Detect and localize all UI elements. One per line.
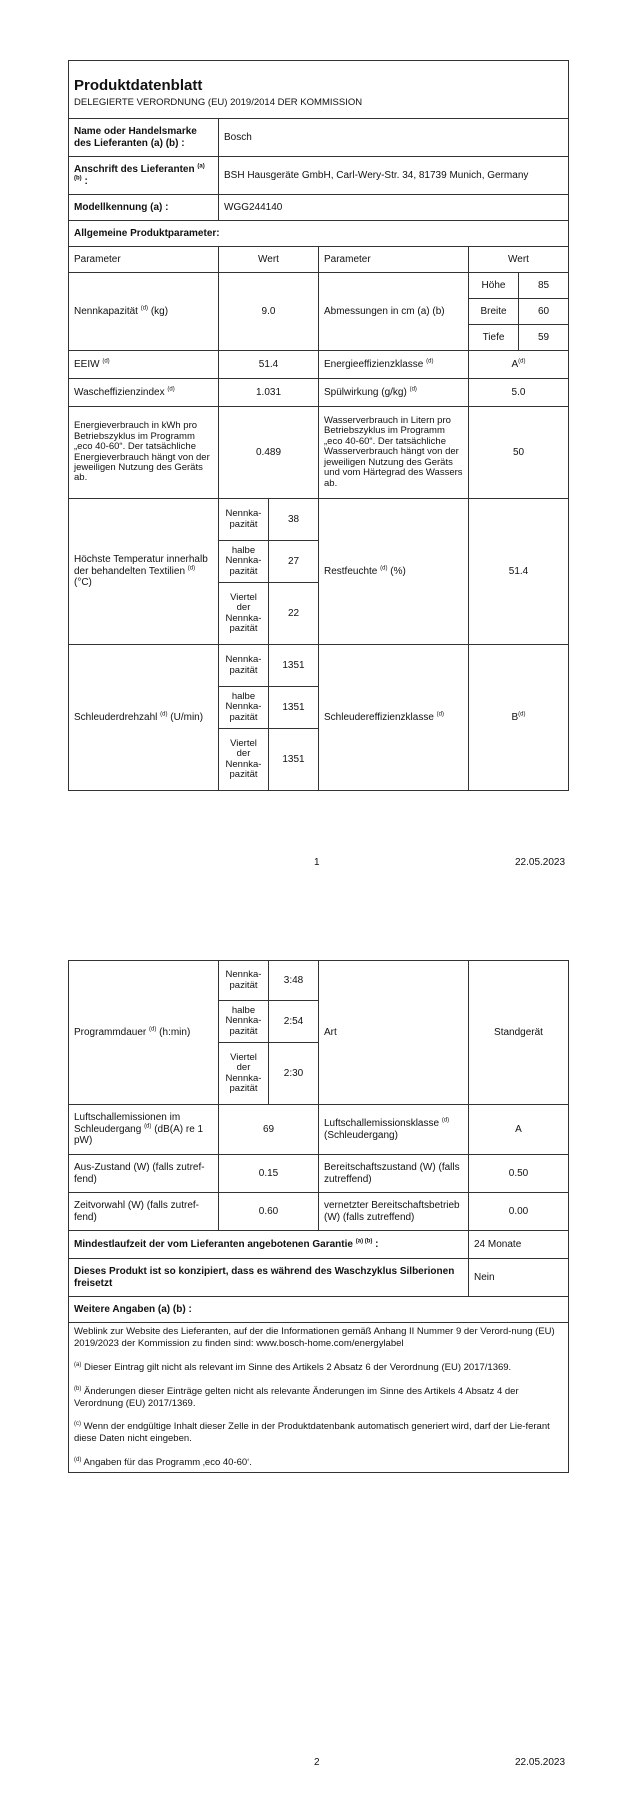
wash-index-label: Wascheffizienzindex — [74, 386, 165, 398]
temperature-label: Höchste Temperatur innerhalb der behandelten Textilien — [74, 554, 208, 577]
noise-class-mode: (Schleudergang) — [324, 1129, 398, 1141]
wash-index-sup: (d) — [167, 386, 175, 393]
standby-label: Bereitschaftszustand (W) (falls zutreffend) — [319, 1155, 469, 1193]
network-standby-label: vernetzter Bereitschaftsbetrieb (W) (falls zutreffend) — [319, 1193, 469, 1231]
energy-class-label: Energieeffizienzklasse — [324, 358, 424, 370]
type-value: Standgerät — [469, 961, 569, 1105]
product-data-sheet-table — [68, 60, 569, 791]
noise-class-value: A — [469, 1105, 569, 1155]
noise-class-sup: (d) — [441, 1117, 450, 1124]
product-data-sheet-table-continued — [68, 960, 569, 1473]
duration-label-cell — [69, 961, 219, 1105]
temperature-unit: (°C) — [74, 577, 92, 589]
footnote-b-sup: (b) — [74, 1385, 82, 1392]
header-parameter-left: Parameter — [69, 247, 219, 273]
spin-sup: (d) — [160, 711, 168, 718]
energy-class-label-cell — [319, 351, 469, 379]
noise-class-label-cell — [319, 1105, 469, 1155]
duration-quarter-value: 2:30 — [269, 1043, 319, 1105]
dimensions-label: Abmessungen in cm (a) (b) — [319, 273, 469, 351]
energy-class-sup: (d) — [426, 358, 434, 365]
spin-full-value: 1351 — [269, 645, 319, 687]
capacity-label-cell — [69, 273, 219, 351]
spin-unit: (U/min) — [170, 711, 204, 723]
rinse-sup: (d) — [409, 386, 417, 393]
delay-start-value: 0.60 — [219, 1193, 319, 1231]
off-mode-label: Aus-Zustand (W) (falls zutref-fend) — [69, 1155, 219, 1193]
warranty-label-cell: Mindestlaufzeit der vom Lieferanten angebotenen Garantie $^{(a) (b)}$ : — [69, 1231, 469, 1259]
temp-load-full-label: Nennka-pazität — [219, 499, 269, 541]
spin-label: Schleuderdrehzahl — [74, 711, 158, 723]
rinse-value: 5.0 — [469, 379, 569, 407]
footnote-d-text: Angaben für das Programm ‚eco 40-60‘. — [83, 1457, 252, 1469]
standby-value: 0.50 — [469, 1155, 569, 1193]
noise-label-cell — [69, 1105, 219, 1155]
header-wert-left: Wert — [219, 247, 319, 273]
type-label: Art — [319, 961, 469, 1105]
footnote-a-sup: (a) — [74, 1361, 82, 1368]
moisture-label: Restfeuchte — [324, 565, 378, 577]
document-title: Produktdatenblatt — [74, 76, 203, 94]
energy-class-value-sup: (d) — [518, 358, 526, 365]
duration-load-quarter-label: Viertel der Nennka-pazität — [219, 1043, 269, 1105]
spin-load-quarter-label: Viertel der Nennka-pazität — [219, 729, 269, 791]
temp-load-quarter-label: Viertel der Nennka-pazität — [219, 583, 269, 645]
regulation-subtitle: DELEGIERTE VERORDNUNG (EU) 2019/2014 DER KOMMISSION — [74, 97, 363, 109]
temp-quarter-value: 22 — [269, 583, 319, 645]
energy-consumption-label: Energieverbrauch in kWh pro Betriebszyklus im Programm „eco 40-60“. Der tatsächliche Energieverbrauch hängt von der jeweiligen Nutzung des Geräts ab. — [69, 407, 219, 499]
duration-unit: (h:min) — [159, 1026, 191, 1038]
footnote-d — [74, 1457, 563, 1469]
eeiw-label-cell — [69, 351, 219, 379]
water-consumption-value: 50 — [469, 407, 569, 499]
eeiw-label: EEIW — [74, 358, 100, 370]
silver-ions-label: Dieses Produkt ist so konzipiert, dass es während des Waschzyklus Silberionen freisetzt — [69, 1259, 469, 1297]
moisture-value: 51.4 — [469, 499, 569, 645]
eeiw-sup: (d) — [102, 358, 110, 365]
header-parameter-right: Parameter — [319, 247, 469, 273]
energy-class-value: A — [511, 358, 519, 370]
temp-full-value: 38 — [269, 499, 319, 541]
page-date: 22.05.2023 — [515, 1757, 566, 1768]
warranty-sup: (a) (b) — [355, 1238, 373, 1245]
off-mode-value: 0.15 — [219, 1155, 319, 1193]
energy-consumption-value: 0.489 — [219, 407, 319, 499]
supplier-address-value: BSH Hausgeräte GmbH, Carl-Wery-Str. 34, 81739 Munich, Germany — [219, 157, 569, 195]
wash-index-value: 1.031 — [219, 379, 319, 407]
rinse-label: Spülwirkung (g/kg) — [324, 386, 407, 398]
weblink-text: Weblink zur Website des Lieferanten, auf der die Informationen gemäß Anhang II Nummer 9 der Verord-nung (EU) 2019/2023 der Kommission zu finden sind: www.bosch-home.com/energylabel — [74, 1326, 555, 1349]
footnote-c-sup: (c) — [74, 1421, 81, 1428]
page-number: 1 — [314, 857, 320, 868]
model-value: WGG244140 — [219, 195, 569, 221]
duration-sup: (d) — [149, 1026, 157, 1033]
eeiw-value: 51.4 — [219, 351, 319, 379]
page-date: 22.05.2023 — [515, 857, 566, 868]
wash-index-label-cell — [69, 379, 219, 407]
footnote-b — [74, 1386, 563, 1410]
notes-cell — [69, 1323, 569, 1473]
width-label: Breite — [469, 299, 519, 325]
temperature-label-cell — [69, 499, 219, 645]
energy-class-value-cell — [469, 351, 569, 379]
duration-load-half-label: halbe Nennka-pazität — [219, 1001, 269, 1043]
duration-half-value: 2:54 — [269, 1001, 319, 1043]
noise-unit: (dB(A) re 1 pW) — [74, 1123, 204, 1147]
moisture-sup: (d) — [380, 565, 388, 572]
header-wert-right: Wert — [469, 247, 569, 273]
general-params-label: Allgemeine Produktparameter: — [69, 221, 569, 247]
capacity-value: 9.0 — [219, 273, 319, 351]
temperature-sup: (d) — [187, 565, 196, 572]
capacity-label: Nennkapazität — [74, 305, 138, 317]
depth-value: 59 — [519, 325, 569, 351]
spin-quarter-value: 1351 — [269, 729, 319, 791]
supplier-name-label: Name oder Handelsmarke des Lieferanten (a) (b) : — [69, 119, 219, 157]
footnote-d-sup: (d) — [74, 1456, 82, 1463]
warranty-label: Mindestlaufzeit der vom Lieferanten angebotenen Garantie — [74, 1238, 353, 1250]
capacity-unit: (kg) — [150, 305, 169, 317]
height-label: Höhe — [469, 273, 519, 299]
duration-full-value: 3:48 — [269, 961, 319, 1001]
spin-class-value-sup: (d) — [518, 711, 526, 718]
spin-load-full-label: Nennka-pazität — [219, 645, 269, 687]
moisture-label-cell — [319, 499, 469, 645]
footnote-b-text: Änderungen dieser Einträge gelten nicht als relevante Änderungen im Sinne des Artikels 4 Absatz 4 der Verordnung (EU) 2017/1369. — [74, 1385, 519, 1409]
noise-sup: (d) — [144, 1123, 152, 1130]
spin-class-label: Schleudereffizienzklasse — [324, 711, 434, 723]
page-2 — [0, 900, 636, 1800]
footnote-c-text: Wenn der endgültige Inhalt dieser Zelle in der Produktdatenbank automatisch generiert wird, darf der Lie-ferant diese Daten nicht eingeben. — [74, 1421, 550, 1445]
spin-load-half-label: halbe Nennka-pazität — [219, 687, 269, 729]
depth-label: Tiefe — [469, 325, 519, 351]
noise-value: 69 — [219, 1105, 319, 1155]
water-consumption-label: Wasserverbrauch in Litern pro Betriebszyklus im Programm „eco 40-60“. Der tatsächliche Wasserverbrauch hängt von der jeweiligen Nutzung des Geräts und vom Härtegrad des Wassers ab. — [319, 407, 469, 499]
rinse-label-cell — [319, 379, 469, 407]
height-value: 85 — [519, 273, 569, 299]
supplier-address-sup: (a) (b) — [74, 163, 205, 182]
supplier-name-value: Bosch — [219, 119, 569, 157]
footnote-a — [74, 1362, 563, 1374]
spin-class-value: B — [511, 711, 519, 723]
moisture-unit: (%) — [390, 565, 406, 577]
page-number: 2 — [314, 1757, 320, 1768]
footnote-a-text: Dieser Eintrag gilt nicht als relevant im Sinne des Artikels 2 Absatz 6 der Verordnung (EU) 2017/1369. — [83, 1361, 512, 1373]
model-label: Modellkennung (a) : — [69, 195, 219, 221]
noise-class-label: Luftschallemissionsklasse — [324, 1118, 440, 1129]
spin-class-sup: (d) — [436, 711, 445, 718]
width-value: 60 — [519, 299, 569, 325]
more-info-label: Weitere Angaben (a) (b) : — [69, 1297, 569, 1323]
duration-load-full-label: Nennka-pazität — [219, 961, 269, 1001]
spin-label-cell — [69, 645, 219, 791]
supplier-address-label-cell: Anschrift des Lieferanten $^{(a) (b)}$ : — [69, 157, 219, 195]
network-standby-value: 0.00 — [469, 1193, 569, 1231]
silver-ions-value: Nein — [469, 1259, 569, 1297]
spin-half-value: 1351 — [269, 687, 319, 729]
title-cell — [69, 61, 569, 119]
warranty-value: 24 Monate — [469, 1231, 569, 1259]
spin-class-value-cell — [469, 645, 569, 791]
supplier-address-label: Anschrift des Lieferanten — [74, 164, 195, 175]
duration-label: Programmdauer — [74, 1026, 147, 1038]
capacity-sup: (d) — [140, 305, 149, 312]
temp-half-value: 27 — [269, 541, 319, 583]
spin-class-label-cell — [319, 645, 469, 791]
delay-start-label: Zeitvorwahl (W) (falls zutref-fend) — [69, 1193, 219, 1231]
footnote-c — [74, 1421, 563, 1445]
noise-label: Luftschallemissionen im Schleudergang — [74, 1112, 181, 1135]
temp-load-half-label: halbe Nennka-pazität — [219, 541, 269, 583]
